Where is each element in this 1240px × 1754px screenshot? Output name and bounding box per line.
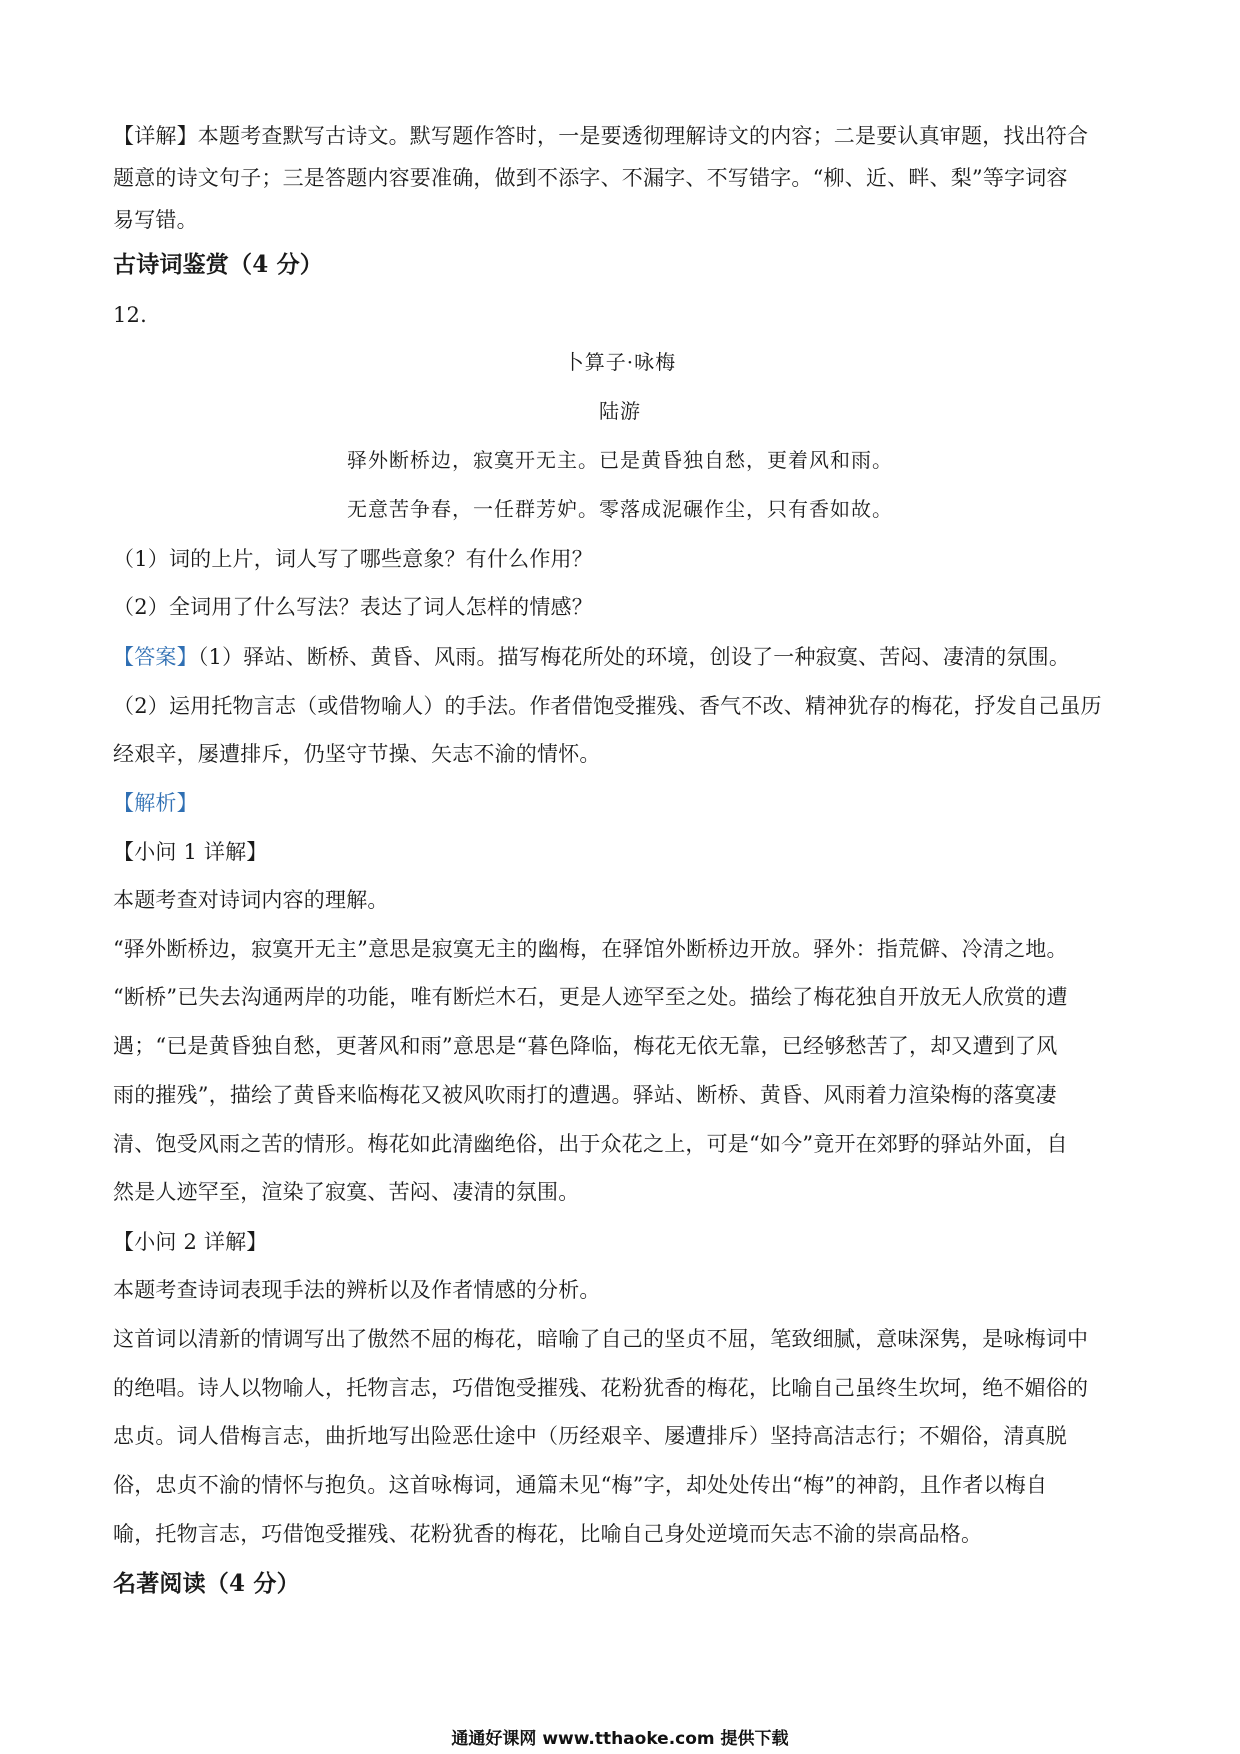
sub-question-2-heading: 【小问 2 详解】	[113, 1230, 268, 1254]
analysis-label: 【解析】	[113, 791, 198, 815]
page-footer: 通通好课网 www.tthaoke.com 提供下载	[451, 1729, 789, 1749]
sub1-line: 本题考查对诗词内容的理解。	[113, 888, 389, 912]
poem-line: 无意苦争春，一任群芳妒。零落成泥碾作尘，只有香如故。	[347, 497, 893, 521]
sub1-line: 然是人迹罕至，渲染了寂寞、苦闷、凄清的氛围。	[113, 1180, 580, 1204]
sub2-line: 的绝唱。诗人以物喻人，托物言志，巧借饱受摧残、花粉犹香的梅花，比喻自己虽终生坎坷，绝不媚俗的	[113, 1376, 1089, 1400]
sub1-line: “断桥”已失去沟通两岸的功能，唯有断烂木石，更是人迹罕至之处。描绘了梅花独自开放无人欣赏的遭	[113, 985, 1068, 1009]
sub1-line: “驿外断桥边，寂寞开无主”意思是寂寞无主的幽梅，在驿馆外断桥边开放。驿外：指荒僻、冷清之地。	[113, 937, 1068, 961]
sub1-line: 清、饱受风雨之苦的情形。梅花如此清幽绝俗，出于众花之上，可是“如今”竟开在郊野的驿站外面，自	[113, 1132, 1068, 1156]
sub-question-1-heading: 【小问 1 详解】	[113, 840, 268, 864]
sub2-line: 俗，忠贞不渝的情怀与抱负。这首咏梅词，通篇未见“梅”字，却处处传出“梅”的神韵，且作者以梅自	[113, 1473, 1048, 1497]
sub2-line: 这首词以清新的情调写出了傲然不屈的梅花，暗喻了自己的坚贞不屈，笔致细腻，意味深隽，是咏梅词中	[113, 1327, 1089, 1351]
answer-line: （2）运用托物言志（或借物喻人）的手法。作者借饱受摧残、香气不改、精神犹存的梅花，抒发自己虽历	[113, 694, 1102, 718]
answer-label: 【答案】	[113, 645, 198, 669]
poem-author: 陆游	[599, 399, 641, 423]
answer-text: （1）驿站、断桥、黄昏、风雨。描写梅花所处的环境，创设了一种寂寞、苦闷、凄清的氛围。	[197, 645, 1071, 669]
sub1-line: 雨的摧残”，描绘了黄昏来临梅花又被风吹雨打的遭遇。驿站、断桥、黄昏、风雨着力渲染梅的落寞凄	[113, 1083, 1057, 1107]
answer-line	[113, 643, 1133, 671]
sub2-line: 本题考查诗词表现手法的辨析以及作者情感的分析。	[113, 1278, 601, 1302]
section-heading-classics: 名著阅读（4 分）	[113, 1570, 300, 1597]
sub1-line: 遇；“已是黄昏独自愁，更著风和雨”意思是“暮色降临，梅花无依无靠，已经够愁苦了，却又遭到了风	[113, 1034, 1058, 1058]
answer-line: 经艰辛，屡遭排斥，仍坚守节操、矢志不渝的情怀。	[113, 742, 601, 766]
sub2-line: 喻，托物言志，巧借饱受摧残、花粉犹香的梅花，比喻自己身处逆境而矢志不渝的崇高品格。	[113, 1522, 983, 1546]
poem-line: 驿外断桥边，寂寞开无主。已是黄昏独自愁，更着风和雨。	[347, 448, 893, 472]
section-heading-poetry: 古诗词鉴赏（4 分）	[113, 251, 324, 278]
detail-paragraph-line: 易写错。	[113, 208, 198, 232]
question-number: 12.	[113, 303, 147, 327]
detail-paragraph-line: 【详解】本题考查默写古诗文。默写题作答时，一是要透彻理解诗文的内容；二是要认真审题，找出符合	[113, 124, 1089, 148]
question-1: （1）词的上片，词人写了哪些意象？有什么作用？	[113, 547, 593, 571]
question-2: （2）全词用了什么写法？表达了词人怎样的情感？	[113, 595, 593, 619]
sub2-line: 忠贞。词人借梅言志，曲折地写出险恶仕途中（历经艰辛、屡遭排斥）坚持高洁志行；不媚俗，清真脱	[113, 1424, 1067, 1448]
detail-paragraph-line: 题意的诗文句子；三是答题内容要准确，做到不添字、不漏字、不写错字。“柳、近、畔、梨”等字词容	[113, 166, 1068, 190]
poem-title: 卜算子·咏梅	[563, 350, 677, 374]
